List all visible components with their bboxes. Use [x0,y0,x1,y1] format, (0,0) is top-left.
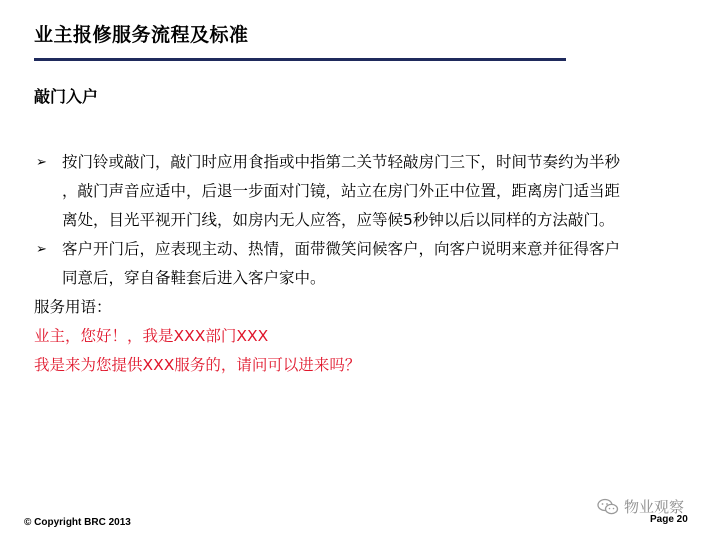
page-number: Page 20 [650,514,688,525]
wechat-icon [597,498,619,516]
arrow-bullet-icon: ➢ [36,155,47,170]
service-phrase-greeting: 业主，您好！，我是XXX部门XXX [34,327,269,345]
bullet-line: 同意后，穿自备鞋套后进入客户家中。 [62,269,326,287]
arrow-bullet-icon: ➢ [36,242,47,257]
bullet-item [34,235,694,293]
copyright-notice: © Copyright BRC 2013 [24,517,131,528]
bullet-line: ，敲门声音应适中，后退一步面对门镜，站立在房门外正中位置，距离房门适当距 [62,182,621,200]
watermark-text: 物业观察 [624,498,685,516]
service-phrase-request: 我是来为您提供XXX服务的，请问可以进来吗？ [34,356,361,374]
service-phrases-label: 服务用语： [34,298,112,316]
bullet-line: 按门铃或敲门，敲门时应用食指或中指第二关节轻敲房门三下，时间节奏约为半秒 [62,153,621,171]
title-underline [34,58,566,61]
bullet-line: 客户开门后，应表现主动、热情，面带微笑问候客户，向客户说明来意并征得客户 [62,240,621,258]
section-heading: 敲门入户 [34,87,99,106]
bullet-item [34,148,694,235]
slide-body [34,148,694,380]
slide-title: 业主报修服务流程及标准 [34,24,249,46]
bullet-line: 离处，目光平视开门线，如房内无人应答，应等候5秒钟以后以同样的方法敲门。 [62,211,615,229]
